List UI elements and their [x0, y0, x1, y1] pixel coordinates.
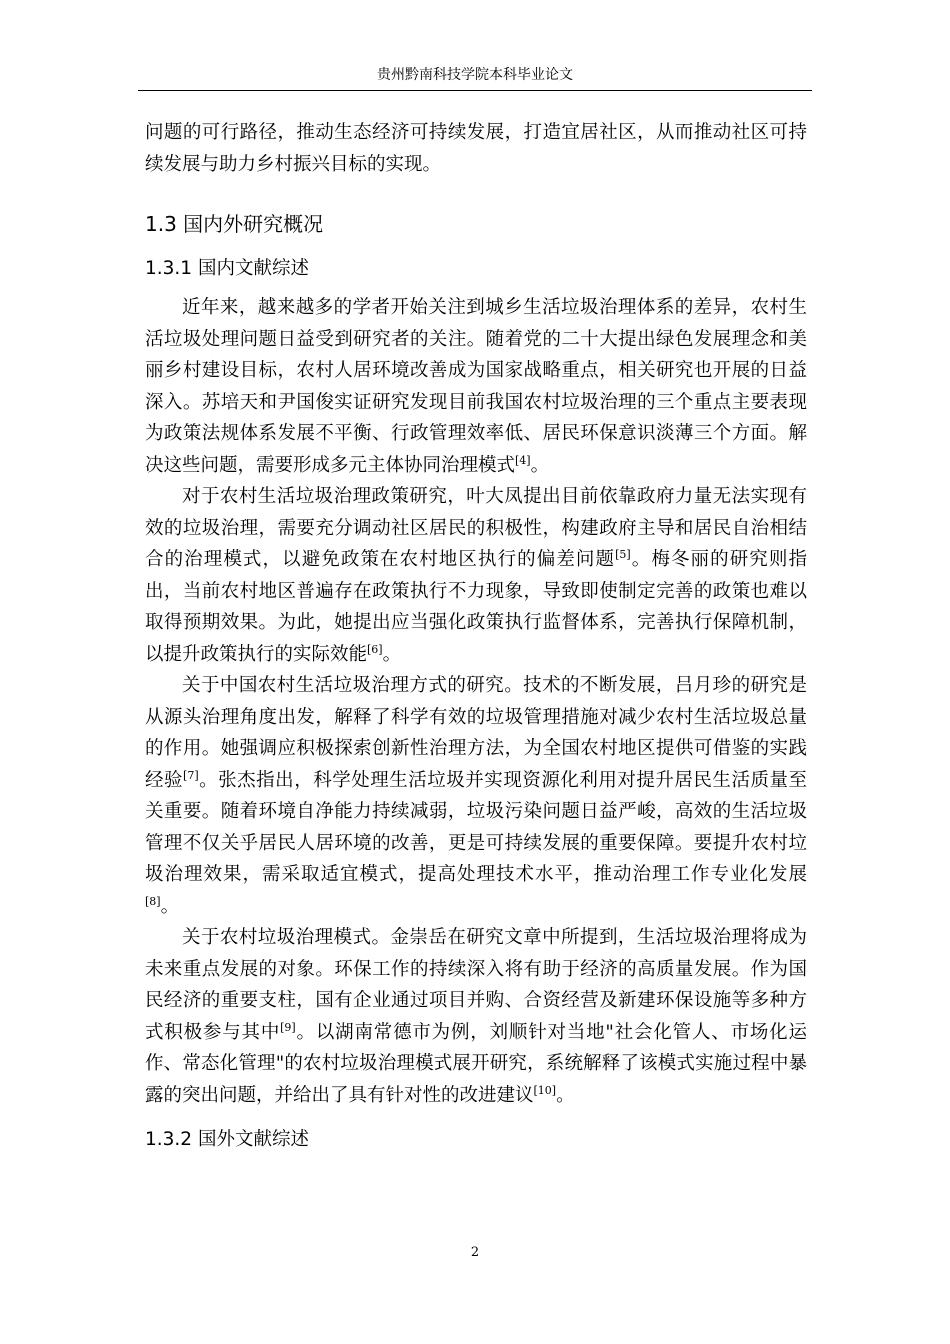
- paragraph-4-text-a: 关于农村垃圾治理模式。金崇岳在研究文章中所提到，生活垃圾治理将成为未来重点发展的对象。环保工作的持续深入将有助于经济的高质量发展。作为国民经济的重要支柱，国有企业通过项目并购、合资经营及新建环保设施等多种方式积极参与其中: [145, 927, 807, 1043]
- paragraph-1: [145, 292, 807, 481]
- intro-paragraph: 问题的可行路径，推动生态经济可持续发展，打造宜居社区，从而推动社区可持续发展与助力乡村振兴目标的实现。: [145, 122, 807, 175]
- paragraph-1-text: 近年来，越来越多的学者开始关注到城乡生活垃圾治理体系的差异，农村生活垃圾处理问题日益受到研究者的关注。随着党的二十大提出绿色发展理念和美丽乡村建设目标，农村人居环境改善成为国家战略重点，相关研究也开展的日益深入。苏培天和尹国俊实证研究发现目前我国农村垃圾治理的三个重点主要表现为政策法规体系发展不平衡、行政管理效率低、居民环保意识淡薄三个方面。解决这些问题，需要形成多元主体协同治理模式: [145, 297, 807, 476]
- citation-4: [4]: [515, 453, 531, 467]
- citation-9: [9]: [280, 1020, 296, 1034]
- paragraph-4-end: 。: [556, 1084, 575, 1106]
- document-body: [145, 117, 807, 1163]
- paragraph-3-text-a: 关于中国农村生活垃圾治理方式的研究。技术的不断发展，吕月珍的研究是从源头治理角度出发，解释了科学有效的垃圾管理措施对减少农村生活垃圾总量的作用。她强调应积极探索创新性治理方法，为全国农村地区提供可借鉴的实践经验: [145, 675, 807, 791]
- subsection-heading-domestic: 1.3.1 国内文献综述: [145, 258, 309, 279]
- paragraph-2-end: 。: [382, 643, 402, 665]
- subsection-heading-foreign: 1.3.2 国外文献综述: [145, 1129, 309, 1150]
- paragraph-4: [145, 922, 807, 1111]
- citation-6: [6]: [367, 642, 383, 656]
- section-heading: 1.3 国内外研究概况: [145, 212, 324, 236]
- paragraph-2-text-b: 。梅冬丽的研究则指出，当前农村地区普遍存在政策执行不力现象，导致即使制定完善的政策也难以取得预期效果。为此，她提出应当强化政策执行监督体系，完善执行保障机制，以提升政策执行的实际效能: [145, 549, 807, 665]
- citation-10: [10]: [533, 1083, 557, 1097]
- paragraph-3-text-b: 。张杰指出，科学处理生活垃圾并实现资源化利用对提升居民生活质量至关重要。随着环境自净能力持续减弱，垃圾污染问题日益严峻，高效的生活垃圾管理不仅关乎居民人居环境的改善，更是可持续发展的重要保障。要提升农村垃圾治理效果，需采取适宜模式，提高处理技术水平，推动治理工作专业化发展: [145, 769, 807, 885]
- paragraph-2: [145, 481, 807, 670]
- paragraph-3-end: 。: [160, 895, 180, 917]
- citation-8: [8]: [145, 894, 161, 908]
- page-header: 贵州黔南科技学院本科毕业论文: [377, 67, 573, 83]
- header-rule: [138, 90, 812, 91]
- citation-7: [7]: [183, 768, 199, 782]
- paragraph-4-text-b: 。以湖南常德市为例，刘顺针对当地"社会化管人、市场化运作、常态化管理"的农村垃圾治理模式展开研究，系统解释了该模式实施过程中暴露的突出问题，并给出了具有针对性的改进建议: [145, 1021, 807, 1106]
- page-number: 2: [470, 1245, 480, 1260]
- paragraph-2-text-a: 对于农村生活垃圾治理政策研究，叶大凤提出目前依靠政府力量无法实现有效的垃圾治理，需要充分调动社区居民的积极性，构建政府主导和居民自治相结合的治理模式，以避免政策在农村地区执行的偏差问题: [145, 486, 807, 570]
- citation-5: [5]: [615, 547, 631, 561]
- paragraph-1-end: 。: [530, 454, 550, 476]
- paragraph-3: [145, 670, 807, 922]
